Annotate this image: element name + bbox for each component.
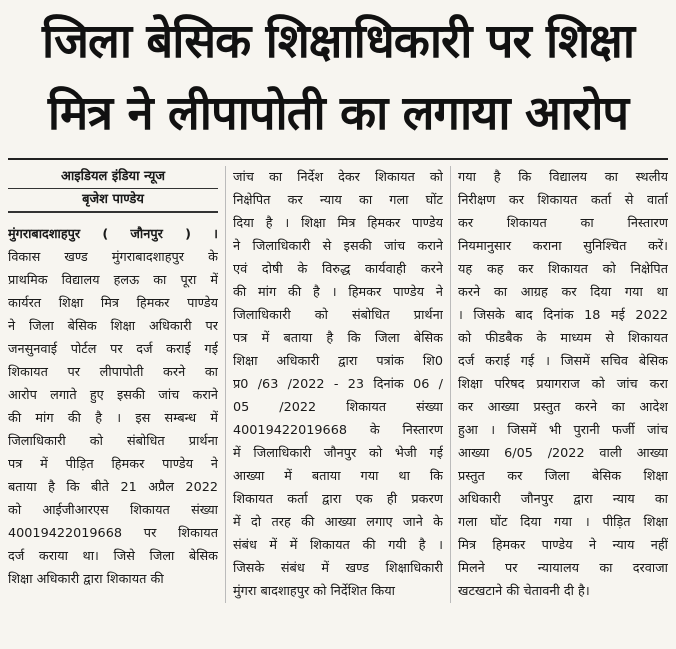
body-text-line: दर्ज कराया था। जिसे जिला बेसिक	[8, 549, 218, 564]
body-text-line: दर्ज कराई गई । जिसमें सचिव बेसिक	[458, 354, 668, 369]
body-text-line: कर आख्या प्रस्तुत करने का आदेश	[458, 400, 668, 415]
body-text-line: शिक्षा अधिकारी द्वारा पत्रांक शि0	[233, 354, 443, 369]
body-text-line: में जिलाधिकारी जौनपुर को भेजी गई	[233, 446, 443, 461]
body-text-line: निक्षेपित कर न्याय का गला घोंट	[233, 193, 443, 208]
body-text-line: आरोप लगाते हुए इसकी जांच कराने	[8, 388, 218, 403]
body-text-line: हुआ । जिसमें भी पुरानी फर्जी जांच	[458, 423, 668, 438]
body-text-line: । जिसके बाद दिनांक 18 मई 2022	[458, 308, 668, 323]
body-text-line: की मांग की है । इस सम्बन्ध में	[8, 411, 218, 426]
headline	[8, 6, 668, 150]
body-text-line: मित्र हिमकर पाण्डेय ने न्याय नहीं	[458, 538, 668, 553]
body-text-line: करने का आग्रह कर दिया गया था	[458, 285, 668, 300]
body-text-line: गला घोंट दिया गया । पीड़ित शिक्षा	[458, 515, 668, 530]
headline-rule	[8, 158, 668, 160]
body-text-line: ने जिलाधिकारी से इसकी जांच कराने	[233, 239, 443, 254]
column-1	[8, 166, 218, 603]
headline-line-2: मित्र ने लीपापोती का लगाया आरोप	[47, 86, 629, 141]
body-text-line: खटखटाने की चेतावनी दी है।	[458, 584, 590, 599]
body-text-line: जिलाधिकारी को संबोधित प्रार्थना	[233, 308, 443, 323]
column-divider	[450, 166, 451, 603]
body-text-line: प्राथमिक विद्यालय हलऊ का पूरा में	[8, 273, 218, 288]
body-text-line: शिकायत पर लीपापोती करने का	[8, 365, 218, 380]
body-text-line: शिक्षा परिषद प्रयागराज को जांच करा	[458, 377, 668, 392]
body-text-line: निरीक्षण कर शिकायत कर्ता से वार्ता	[458, 193, 668, 208]
body-text-line: कार्यरत शिक्षा मित्र हिमकर पाण्डेय	[8, 296, 218, 311]
body-text-line: आख्या 6/05 /2022 वाली आख्या	[458, 446, 668, 461]
body-text-line: जिसके संबंध में खण्ड शिक्षाधिकारी	[233, 561, 443, 576]
body-text-line: जिलाधिकारी को संबोधित प्रार्थना	[8, 434, 218, 449]
body-text-line: पत्र में पीड़ित हिमकर पाण्डेय ने	[8, 457, 218, 472]
body-text-line: आख्या में बताया गया था कि	[233, 469, 443, 484]
article-columns	[8, 166, 668, 603]
body-text-line: में दो तरह की आख्या लगाए जाने के	[233, 515, 443, 530]
body-text-line: एवं दोषी के विरुद्ध कार्यवाही करने	[233, 262, 443, 277]
body-text-line: विकास खण्ड मुंगराबादशाहपुर के	[8, 250, 218, 265]
body-text-line: दिया है । शिक्षा मित्र हिमकर पाण्डेय	[233, 216, 443, 231]
body-text-line: नियमानुसार कराना सुनिश्चित करें।	[458, 239, 668, 254]
body-text-line: 40019422019668 पर शिकायत	[8, 526, 218, 541]
body-text-line: 40019422019668 के निस्तारण	[233, 423, 443, 438]
headline-line-1: जिला बेसिक शिक्षाधिकारी पर शिक्षा	[41, 14, 635, 69]
body-text-line: बताया है कि बीते 21 अप्रैल 2022	[8, 480, 218, 495]
body-text-line: जांच का निर्देश देकर शिकायत को	[233, 170, 443, 185]
column-divider	[225, 166, 226, 603]
body-text-line: गया है कि विद्यालय का स्थलीय	[458, 170, 668, 185]
byline-agency: आइडियल इंडिया न्यूज	[8, 166, 218, 189]
body-text-line: शिकायत कर्ता द्वारा एक ही प्रकरण	[233, 492, 443, 507]
body-text-line: पत्र में बताया है कि जिला बेसिक	[233, 331, 443, 346]
column-3	[458, 166, 668, 603]
body-text-line: प्रस्तुत कर जिला बेसिक शिक्षा	[458, 469, 668, 484]
body-text-line: को फीडबैक के माध्यम से शिकायत	[458, 331, 668, 346]
body-text-line: जनसुनवाई पोर्टल पर दर्ज कराई गई	[8, 342, 218, 357]
body-text-line: शिक्षा अधिकारी द्वारा शिकायत की	[8, 572, 164, 587]
body-text-line: मिलने पर न्यायालय का दरवाजा	[458, 561, 668, 576]
body-text-line: की मांग की है । हिमकर पाण्डेय ने	[233, 285, 443, 300]
body-text-line: कर शिकायत का निस्तारण	[458, 216, 668, 231]
body-text-line: 05 /2022 शिकायत संख्या	[233, 400, 443, 415]
dateline: मुंगराबादशाहपुर ( जौनपुर ) ।	[8, 227, 218, 242]
byline-author: बृजेश पाण्डेय	[8, 189, 218, 213]
body-text-line: को आईजीआरएस शिकायत संख्या	[8, 503, 218, 518]
body-text-line: यह कह कर शिकायत को निक्षेपित	[458, 262, 668, 277]
body-text-line: अधिकारी जौनपुर द्वारा न्याय का	[458, 492, 668, 507]
body-text-line: संबंध में में शिकायत की गयी है ।	[233, 538, 443, 553]
column-2	[233, 166, 443, 603]
body-text-line: मुंगरा बादशाहपुर को निर्देशित किया	[233, 584, 395, 599]
body-text-line: ने जिला बेसिक शिक्षा अधिकारी पर	[8, 319, 218, 334]
body-text-line: प्र0 /63 /2022 - 23 दिनांक 06 /	[233, 377, 443, 392]
